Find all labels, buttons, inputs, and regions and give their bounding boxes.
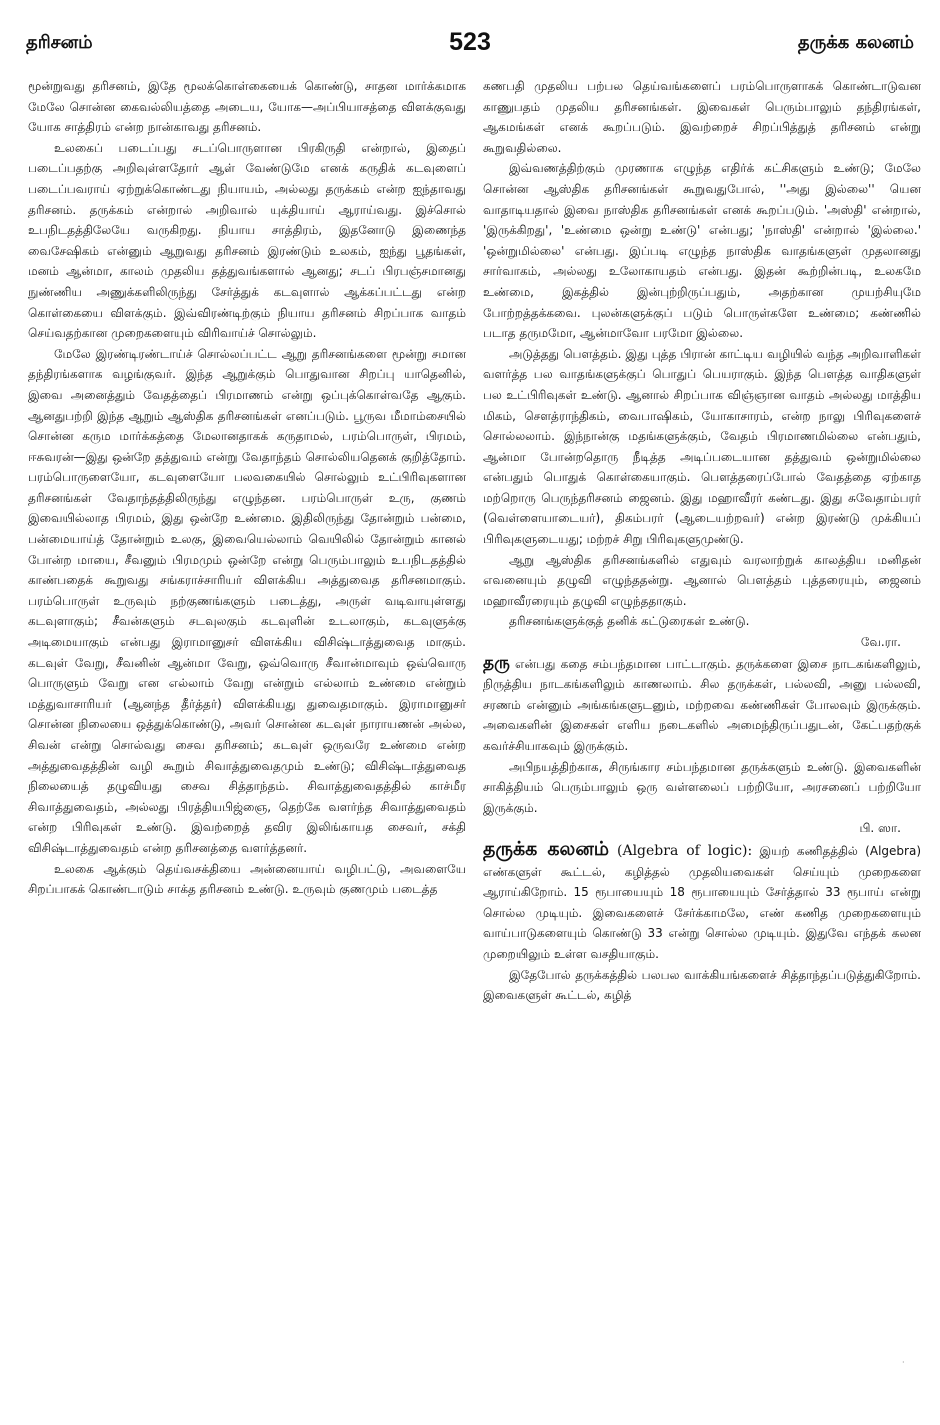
right-column — [483, 76, 921, 1006]
entry-body: என்பது கதை சம்பந்தமான பாட்டாகும். தருக்களை இசை நாடகங்களிலும், நிருத்திய நாடகங்களிலும் காணலாம். சில தருக்கள், பல்லவி, அனு பல்லவி, சரணம் என்னும் அங்கங்களுடனும், மற்றவை கண்ணிகள் போலவும் இருக்கும். அவைகளின் இசைகள் எளிய நடைகளில் அமைந்திருப்பதுடன், கேட்பதற்குக் கவர்ச்சியாகவும் இருக்கும். — [483, 656, 921, 753]
running-head-left: தரிசனம் — [26, 32, 93, 53]
author-initials: வே.ரா. — [860, 635, 901, 650]
entry-body: இயற் கணிதத்தில் (Algebra) எண்களுள் கூட்டல், கழித்தல் முதலியவைகள் செய்யும் முறைகளை ஆராய்கிறோம். 15 ரூபாயையும் 18 ரூபாயையும் சேர்த்தால் 33 ரூபாய் என்று சொல்ல முடியும். இவைகளைச் சேர்க்காமலே, எண் கணித முறைகளையும் வாய்பாடுகளையும் கொண்டு 33 என்று சொல்ல முடியும். இதுவே எந்தக் கலன முறையிலும் உள்ள வசதியாகும். — [483, 843, 921, 961]
entry-headword: தரு — [483, 652, 510, 673]
entry-headword: தருக்க கலனம் — [483, 837, 610, 860]
paragraph: கணபதி முதலிய பற்பல தெய்வங்களைப் பரம்பொருளாகக் கொண்டாடுவன காணுபதம் முதலிய தரிசனங்கள். இவைகள் பெரும்பாலும் தந்திரங்கள், ஆகமங்கள் எனக் கூறப்படும். இவற்றைச் சிறப்பித்துத் தரிசனம் என்று கூறுவதில்லை. — [483, 79, 921, 155]
paragraph: உலகைப் படைப்பது சடப்பொருளான பிரகிருதி என்றால், இதைப் படைப்பதற்கு அறிவுள்ளதோர் ஆள் வேண்டுமே எனக் கருதிக் கடவுளைப் படைப்பவராய் ஏற்றுக்கொண்டது நியாயம், அல்லது தருக்கம் என்ற ஐந்தாவது தரிசனம். தருக்கம் என்றால் அறிவால் யுக்தியாய் ஆராய்வது. இச்சொல் உபநிடதத்திலேயே வருகிறது. நியாய சாத்திரம், இதனோடு இணைந்த வைசேஷிகம் என்னும் ஆறுவது தரிசனம் இரண்டும் உலகம், ஐந்து பூதங்கள், மனம் ஆன்மா, காலம் முதலிய தத்துவங்களால் ஆனது; சடப் பிரபஞ்சமானது நுண்ணிய அணுக்களிலிருந்து சேர்த்துக் கடவுளால் ஆக்கப்பட்டது என்ற கொள்கையை விளக்கும். இவ்விரண்டிற்கும் நியாய தரிசனம் சிறப்பாக வாதம் செய்வதற்கான முறைகளையும் விரிவாய்ச் சொல்லும். — [28, 140, 466, 341]
entry-tharukka-kalanam — [483, 839, 921, 965]
paragraph: மேலே இரண்டிரண்டாய்ச் சொல்லப்பட்ட ஆறு தரிசனங்களை மூன்று சமான தந்திரங்களாக வழங்குவர். இந்த ஆறுக்கும் பொதுவான சிறப்பு யாதெனில், இவை அனைத்தும் வேதத்தைப் பிரமாணம் என்று ஒப்புக்கொள்வதே ஆகும். ஆனதுபற்றி இந்த ஆறும் ஆஸ்திக தரிசனங்கள் எனப்படும். பூருவ மீமாம்சையில் சொன்ன கரும மார்க்கத்தை மேலானதாகக் கருதாமல், பரம்பொருள், பிரமம், ஈசுவரன்—இது ஒன்றே தத்துவம் என்று வேதாந்தம் சொல்லியதெனக் குறித்தோம். பரம்பொருளையோ, கடவுளையோ பலவகையில் சொல்லும் உட்பிரிவுகளான தரிசனங்கள் வேதாந்தத்திலிருந்து எழுந்தன. பரம்பொருள் உரு, குணம் இவையில்லாத பிரமம், இது ஒன்றே உண்மை. இதிலிருந்து தோன்றும் பன்மை, பன்மையாய்த் தோன்றும் உலகு, இவையெல்லாம் வெயிலில் தோன்றும் கானல் போன்ற மாயை, சீவனும் பிரமமும் ஒன்றே என்று பெரும்பாலும் உபநிடதத்தில் காண்பதைக் கூறுவது சங்கராச்சாரியர் விளக்கிய அத்துவைத தரிசனமாகும். பரம்பொருள் உருவும் நற்குணங்களும் படைத்து, அருள் வடிவாயுள்ளது கடவுளாகும்; சீவன்களும் சடவுலகும் கடவுளின் உடலாகும், கடவுளுக்கு அடிமையாகும் என்பது இராமானுசர் விளக்கிய விசிஷ்டாத்துவைத மாகும். கடவுள் வேறு, சீவனின் ஆன்மா வேறு, ஒவ்வொரு சீவான்மாவும் ஒவ்வொரு பொருளும் வேறு என எல்லாம் வேறு என்றும் எல்லாம் உண்மை என்றும் மத்துவாசாரியர் (ஆனந்த தீர்த்தர்) விளக்கியது துவைதமாகும். இராமானுசர் சொன்ன நிலையை ஒத்துக்கொண்டு, அவர் சொன்ன கடவுள் நாராயணன் அல்ல, சிவன் என்று சொல்வது சைவ தரிசனம்; கடவுள் ஒருவரே உண்மை என்ற அத்துவைதத்தின் வழி கூறும் சிவாத்துவைதமும் உண்டு; விசிஷ்டாத்துவைத நிலையைத் தழுவியது சைவ சித்தாந்தம். சிவாத்துவைதத்தில் காச்மீர சிவாத்துவைதம், அல்லது பிரத்தியபிஜ்ஞை, தெற்கே வளர்ந்த சிவாத்துவைதம் என்ற பிரிவுகள் உண்டு. இவற்றைத் தவிர இலிங்காயத சைவர், சக்தி விசிஷ்டாத்துவைதம் என்ற தரிசனத்தை வளர்த்தனர். — [28, 346, 466, 855]
paragraph-text: அபிநயத்திற்காக, சிருங்கார சம்பந்தமான தருக்களும் உண்டு. இவைகளின் சாகித்தியம் பெரும்பாலும் ஒரு வள்ளலைப் பற்றியோ, அரசனைப் பற்றியோ இருக்கும். — [483, 759, 921, 815]
paragraph: இவ்வணத்திற்கும் முரணாக எழுந்த எதிர்க் கட்சிகளும் உண்டு; மேலே சொன்ன ஆஸ்திக தரிசனங்கள் கூறுவதுபோல், ''அது இல்லை'' யென வாதாடியதால் இவை நாஸ்திக தரிசனங்கள் எனக் கூறப்படும். 'அஸ்தி' என்றால், 'இருக்கிறது', 'உண்மை ஒன்று உண்டு' என்பது; 'நாஸ்தி' என்றால் 'இல்லை.' 'ஒன்றுமில்லை' என்பது. இப்படி எழுந்த நாஸ்திக வாதங்களுள் முதலானது சார்வாகம், அல்லது உலோகாயதம் என்பது. இதன் கூற்றின்படி, உலகமே உண்மை, இகத்தில் இன்புற்றிருப்பதும், அதற்கான முயற்சியுமே போற்றத்தக்கவை. புலன்களுக்குப் படும் பொருள்களே உண்மை; கண்ணில் படாத தருமமோ, ஆன்மாவோ பரமோ இல்லை. — [483, 161, 921, 341]
cross-reference-text: தரிசனங்களுக்குத் தனிக் கட்டுரைகள் உண்டு. — [509, 614, 750, 629]
page-number: 523 — [449, 28, 491, 56]
paragraph: உலகை ஆக்கும் தெய்வசக்தியை அன்னையாய் வழிபட்டு, அவளையே சிறப்பாகக் கொண்டாடும் சாக்த தரிசனம் உண்டு. உருவும் குணமும் படைத்த — [28, 861, 466, 897]
paragraph: இதேபோல் தருக்கத்தில் பலபல வாக்கியங்களைச் சித்தாந்தப்படுத்துகிறோம். இவைகளுள் கூட்டல், கழித் — [483, 967, 921, 1003]
entry-tharu — [483, 653, 921, 757]
left-column — [28, 76, 466, 900]
paragraph: ஆறு ஆஸ்திக தரிசனங்களில் எதுவும் வரலாற்றுக் காலத்திய மனிதன் எவனையும் தழுவி எழுந்ததன்று. ஆனால் பௌத்தம் புத்தரையும், ஜைனம் மஹாவீரரையும் தழுவி எழுந்ததாகும். — [483, 552, 921, 608]
entry-english-term: (Algebra of logic): — [609, 842, 753, 859]
author-initials: பி. ஸா. — [859, 821, 901, 836]
page-header — [26, 28, 914, 64]
scan-speck: · — [902, 1358, 905, 1367]
paragraph — [483, 757, 921, 839]
running-head-right: தருக்க கலனம் — [797, 32, 914, 53]
paragraph — [483, 611, 921, 652]
paragraph: அடுத்தது பௌத்தம். இது புத்த பிரான் காட்டிய வழியில் வந்த அறிவாளிகள் வளர்த்த பல வாதங்களுக்குப் பொதுப் பெயராகும். இந்த பௌத்த வாதிகளுள் பல உட்பிரிவுகள் உண்டு. ஆனால் சிறப்பாக விஞ்ஞான வாதம் அல்லது மாத்திய மிகம், சௌத்ராந்திகம், வைபாஷிகம், யோகாசாரம், என்ற நாலு பிரிவுகளைச் சொல்லலாம். இந்நான்கு மதங்களுக்கும், வேதம் பிரமாணமில்லை என்பதும், ஆன்மா போன்றதொரு நீடித்த அடிப்படையான தத்துவம் ஒன்றுமில்லை என்பதும் பொதுக் கொள்கையாகும். பௌத்தரைப்போல் வேதத்தை ஏற்காத மற்றொரு பெருந்தரிசனம் ஜைனம். இது மஹாவீரர் கண்டது. இது சுவேதாம்பரர் (வெள்ளையாடையர்), திகம்பரர் (ஆடையற்றவர்) என்ற இரண்டு முக்கியப் பிரிவுகளுடையது; மற்றச் சிறு பிரிவுகளுமுண்டு. — [483, 346, 921, 547]
paragraph: மூன்றுவது தரிசனம், இதே மூலக்கொள்கையைக் கொண்டு, சாதன மார்க்கமாக மேலே சொன்ன கைவல்லியத்தை அடைய, யோக—அப்பியாசத்தை விளக்குவது யோக சாத்திரம் என்ற நான்காவது தரிசனம். — [28, 79, 466, 135]
